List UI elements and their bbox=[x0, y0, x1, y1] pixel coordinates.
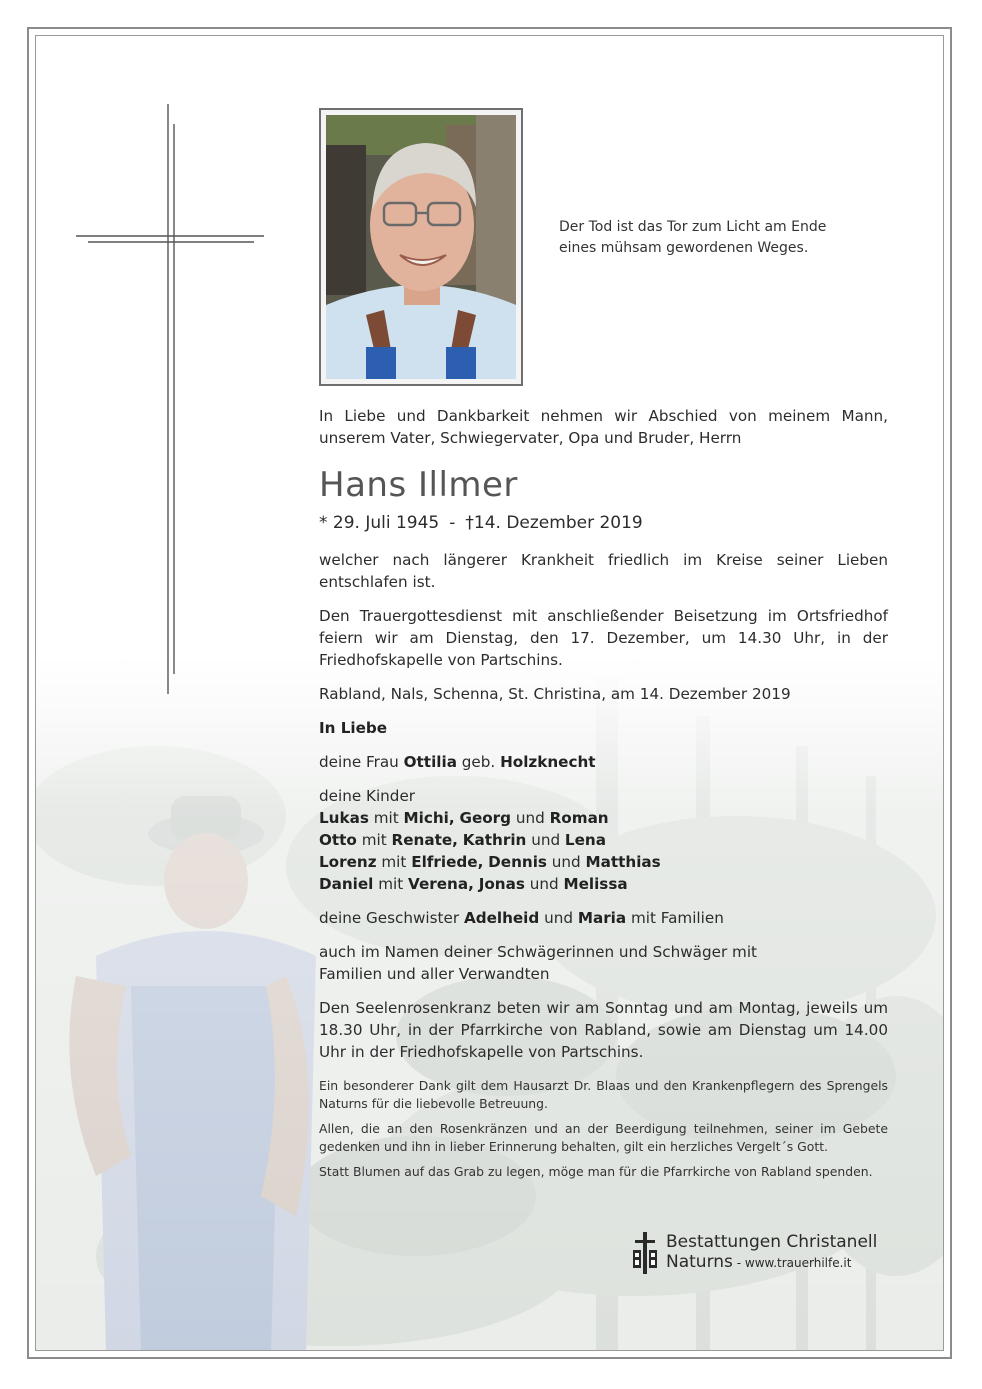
thanks-donation: Statt Blumen auf das Grab zu legen, möge man für die Pfarrkirche von Rabland spenden. bbox=[319, 1164, 873, 1179]
siblings-line: deine Geschwister Adelheid und Maria mit Familien bbox=[319, 909, 724, 927]
undertaker-logo bbox=[630, 1230, 920, 1276]
child-line: Lorenz mit Elfriede, Dennis und Matthias bbox=[319, 853, 661, 871]
undertaker-location: Naturns - www.trauerhilfe.it bbox=[666, 1252, 852, 1272]
place-date: Rabland, Nals, Schenna, St. Christina, am 14. Dezember 2019 bbox=[319, 685, 791, 703]
thanks-attendees: Allen, die an den Rosenkränzen und an der Beerdigung teilnehmen, seiner im Gebete gedenken und ihn in lieber Erinnerung behalten, gilt ein herzliches Vergelt´s Gott. bbox=[319, 1121, 888, 1154]
relatives-line: auch im Namen deiner Schwägerinnen und Schwäger mit Familien und aller Verwandten bbox=[319, 943, 758, 983]
thanks-section bbox=[319, 1077, 888, 1181]
deceased-name: Hans Illmer bbox=[319, 465, 518, 505]
birth-date: * 29. Juli 1945 bbox=[319, 513, 440, 533]
intro-text: In Liebe und Dankbarkeit nehmen wir Abschied von meinem Mann, unserem Vater, Schwiegervater, Opa und Bruder, Herrn bbox=[319, 407, 888, 447]
quote-line-1: Der Tod ist das Tor zum Licht am Ende bbox=[559, 219, 827, 235]
date-separator: - bbox=[449, 513, 456, 533]
mourners-heading: In Liebe bbox=[319, 719, 388, 737]
undertaker-website-link[interactable]: www.trauerhilfe.it bbox=[744, 1256, 852, 1270]
quote bbox=[559, 217, 849, 259]
cross-emblem-icon bbox=[630, 1232, 660, 1274]
rosary-text: Den Seelenrosenkranz beten wir am Sonntag und am Montag, jeweils um 18.30 Uhr, in der Pfarrkirche von Rabland, sowie am Dienstag um 14.00 Uhr in der Friedhofskapelle von Partschins. bbox=[319, 999, 888, 1061]
children-label: deine Kinder bbox=[319, 787, 416, 805]
funeral-text: Den Trauergottesdienst mit anschließender Beisetzung im Ortsfriedhof feiern wir am Dienstag, den 17. Dezember, um 14.30 Uhr, in der Friedhofskapelle von Partschins. bbox=[319, 607, 888, 669]
passing-text: welcher nach längerer Krankheit friedlich im Kreise seiner Lieben entschlafen ist. bbox=[319, 551, 888, 591]
portrait-photo bbox=[319, 108, 523, 386]
obituary-text bbox=[319, 405, 888, 1181]
child-line: Lukas mit Michi, Georg und Roman bbox=[319, 809, 609, 827]
death-date: †14. Dezember 2019 bbox=[465, 513, 643, 533]
cross-icon bbox=[76, 104, 266, 694]
thanks-doctor: Ein besonderer Dank gilt dem Hausarzt Dr. Blaas und den Krankenpflegern des Sprengels Naturns für die liebevolle Betreuung. bbox=[319, 1078, 888, 1111]
undertaker-name: Bestattungen Christanell bbox=[666, 1232, 878, 1252]
child-line: Otto mit Renate, Kathrin und Lena bbox=[319, 831, 606, 849]
child-line: Daniel mit Verena, Jonas und Melissa bbox=[319, 875, 628, 893]
obituary-card bbox=[35, 35, 944, 1351]
wife-line: deine Frau Ottilia geb. Holzknecht bbox=[319, 753, 596, 771]
quote-line-2: eines mühsam gewordenen Weges. bbox=[559, 240, 809, 256]
life-dates bbox=[319, 511, 888, 535]
